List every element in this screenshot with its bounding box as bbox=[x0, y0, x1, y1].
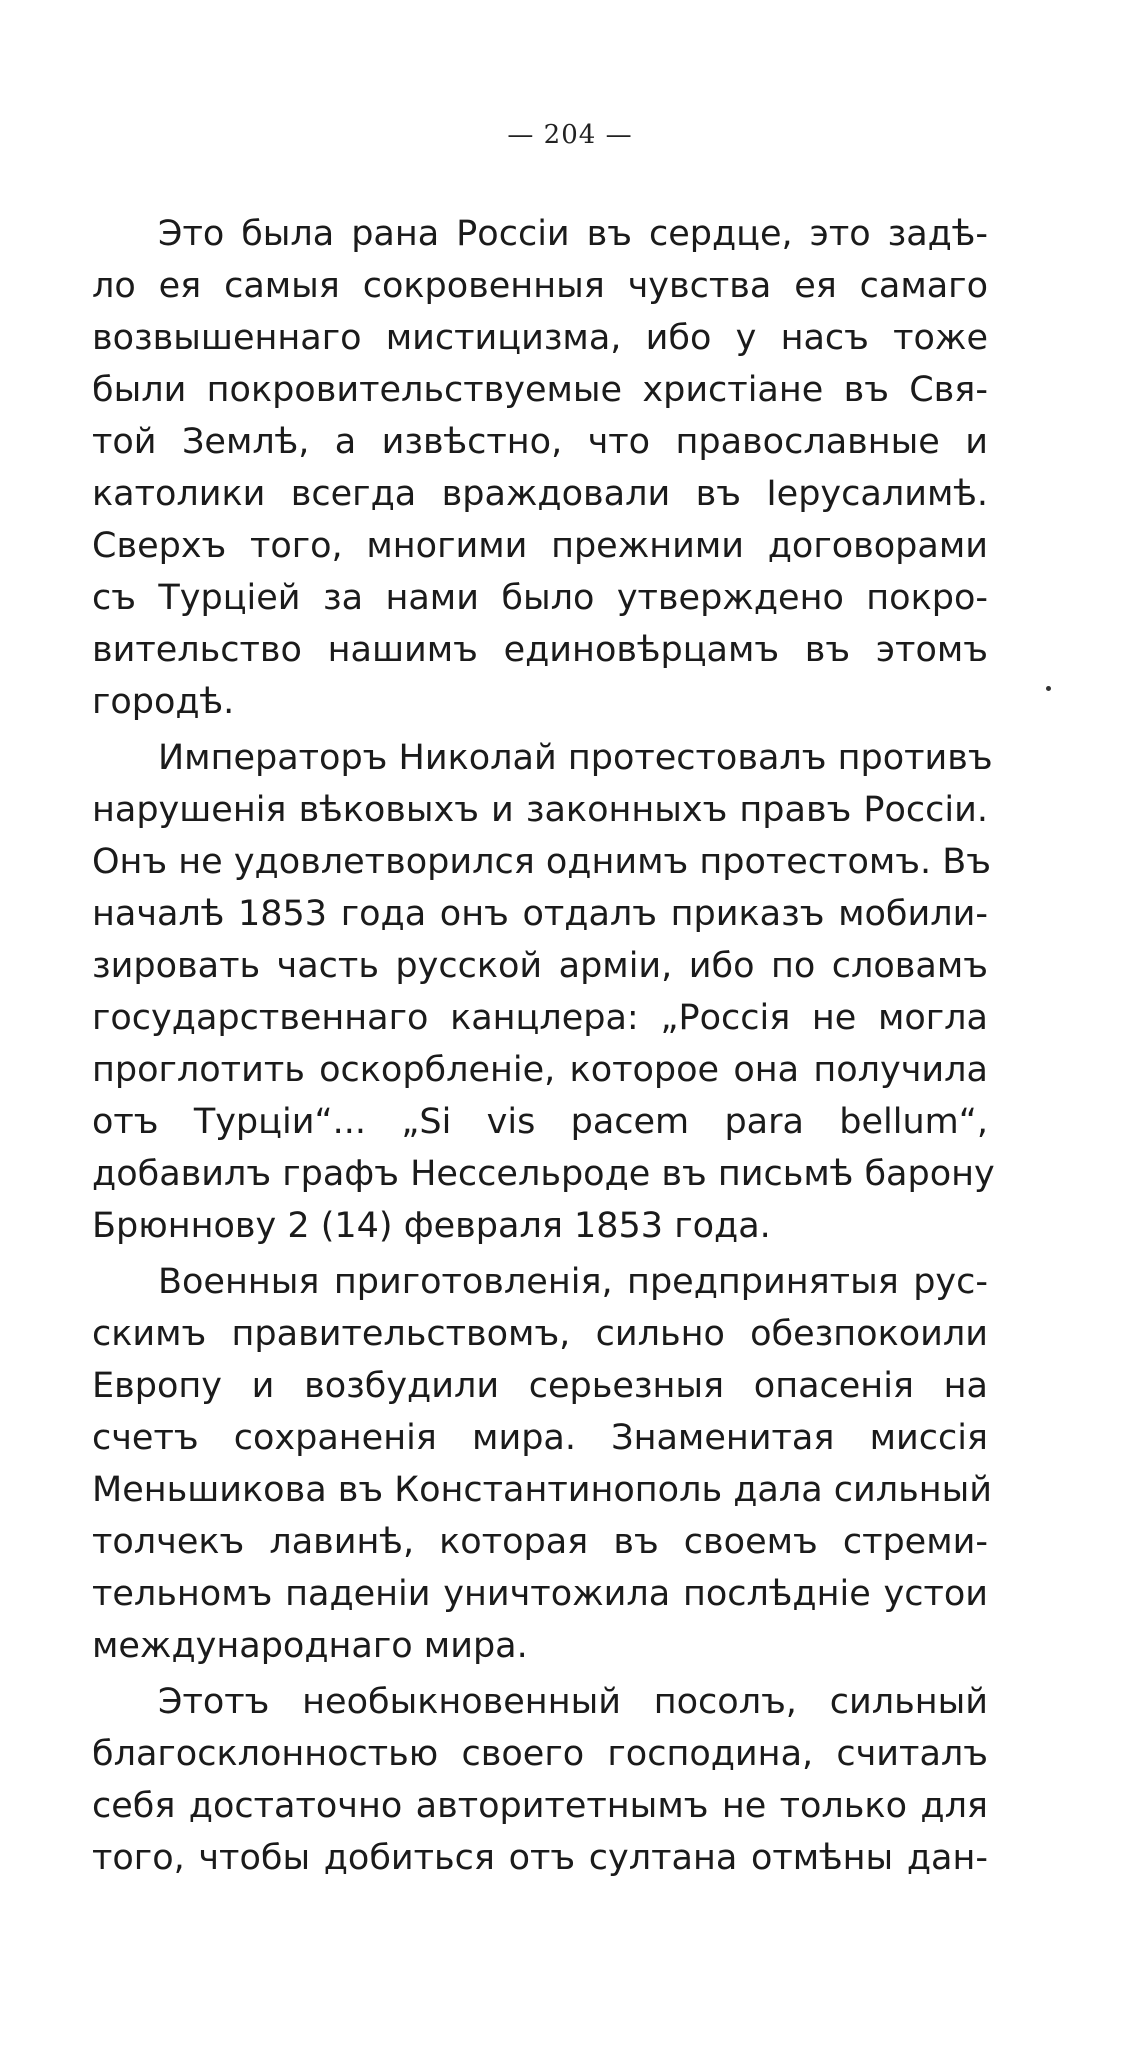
text-line: Сверхъ того, многими прежними договорами bbox=[92, 526, 988, 566]
text-line: началѣ 1853 года онъ отдалъ приказъ мобили- bbox=[92, 894, 988, 934]
text-line: отъ Турцiи“... „Si vis pacem para bellum“, bbox=[92, 1102, 988, 1142]
text-line: Европу и возбудили серьезныя опасенiя на bbox=[92, 1366, 988, 1406]
text-line: нарушенiя вѣковыхъ и законныхъ правъ Россiи. bbox=[92, 790, 988, 830]
text-line: той Землѣ, а извѣстно, что православные и bbox=[92, 422, 988, 462]
text-line: Меньшикова въ Константинополь дала сильный bbox=[92, 1470, 993, 1510]
text-line: съ Турцiей за нами было утверждено покро- bbox=[92, 578, 988, 618]
text-line: счетъ сохраненiя мира. Знаменитая миссiя bbox=[92, 1418, 988, 1458]
text-line: добавилъ графъ Нессельроде въ письмѣ барону bbox=[92, 1154, 995, 1194]
text-line: вительство нашимъ единовѣрцамъ въ этомъ bbox=[92, 630, 988, 670]
text-line: государственнаго канцлера: „Россiя не могла bbox=[92, 998, 988, 1038]
text-line: толчекъ лавинѣ, которая въ своемъ стреми- bbox=[92, 1522, 988, 1562]
text-line: католики всегда враждовали въ Iерусалимѣ. bbox=[92, 474, 988, 514]
page-number: — 204 — bbox=[507, 120, 633, 150]
text-line: себя достаточно авторитетнымъ не только для bbox=[92, 1786, 988, 1826]
text-line: Военныя приготовленiя, предпринятыя рус- bbox=[158, 1262, 988, 1302]
text-line: Это была рана Россiи въ сердце, это задѣ- bbox=[158, 214, 988, 254]
scan-speck bbox=[1046, 686, 1051, 691]
text-line: тельномъ паденiи уничтожила послѣднiе устои bbox=[92, 1574, 988, 1614]
text-line: зировать часть русской армiи, ибо по словамъ bbox=[92, 946, 988, 986]
text-line: Брюннову 2 (14) февраля 1853 года. bbox=[92, 1206, 771, 1246]
text-line: благосклонностью своего господина, считалъ bbox=[92, 1734, 988, 1774]
text-line: ло ея самыя сокровенныя чувства ея самаго bbox=[92, 266, 988, 306]
text-line: Этотъ необыкновенный посолъ, сильный bbox=[158, 1682, 988, 1722]
text-line: скимъ правительствомъ, сильно обезпокоили bbox=[92, 1314, 988, 1354]
text-line: международнаго мира. bbox=[92, 1626, 528, 1666]
text-line: Онъ не удовлетворился однимъ протестомъ. Въ bbox=[92, 842, 991, 882]
text-line: были покровительствуемые христiане въ Свя- bbox=[92, 370, 988, 410]
text-line: возвышеннаго мистицизма, ибо у насъ тоже bbox=[92, 318, 988, 358]
text-line: городѣ. bbox=[92, 682, 235, 722]
text-line: Императоръ Николай протестовалъ противъ bbox=[158, 738, 993, 778]
text-line: того, чтобы добиться отъ султана отмѣны дан- bbox=[92, 1838, 988, 1878]
text-line: проглотить оскорбленiе, которое она получила bbox=[92, 1050, 988, 1090]
